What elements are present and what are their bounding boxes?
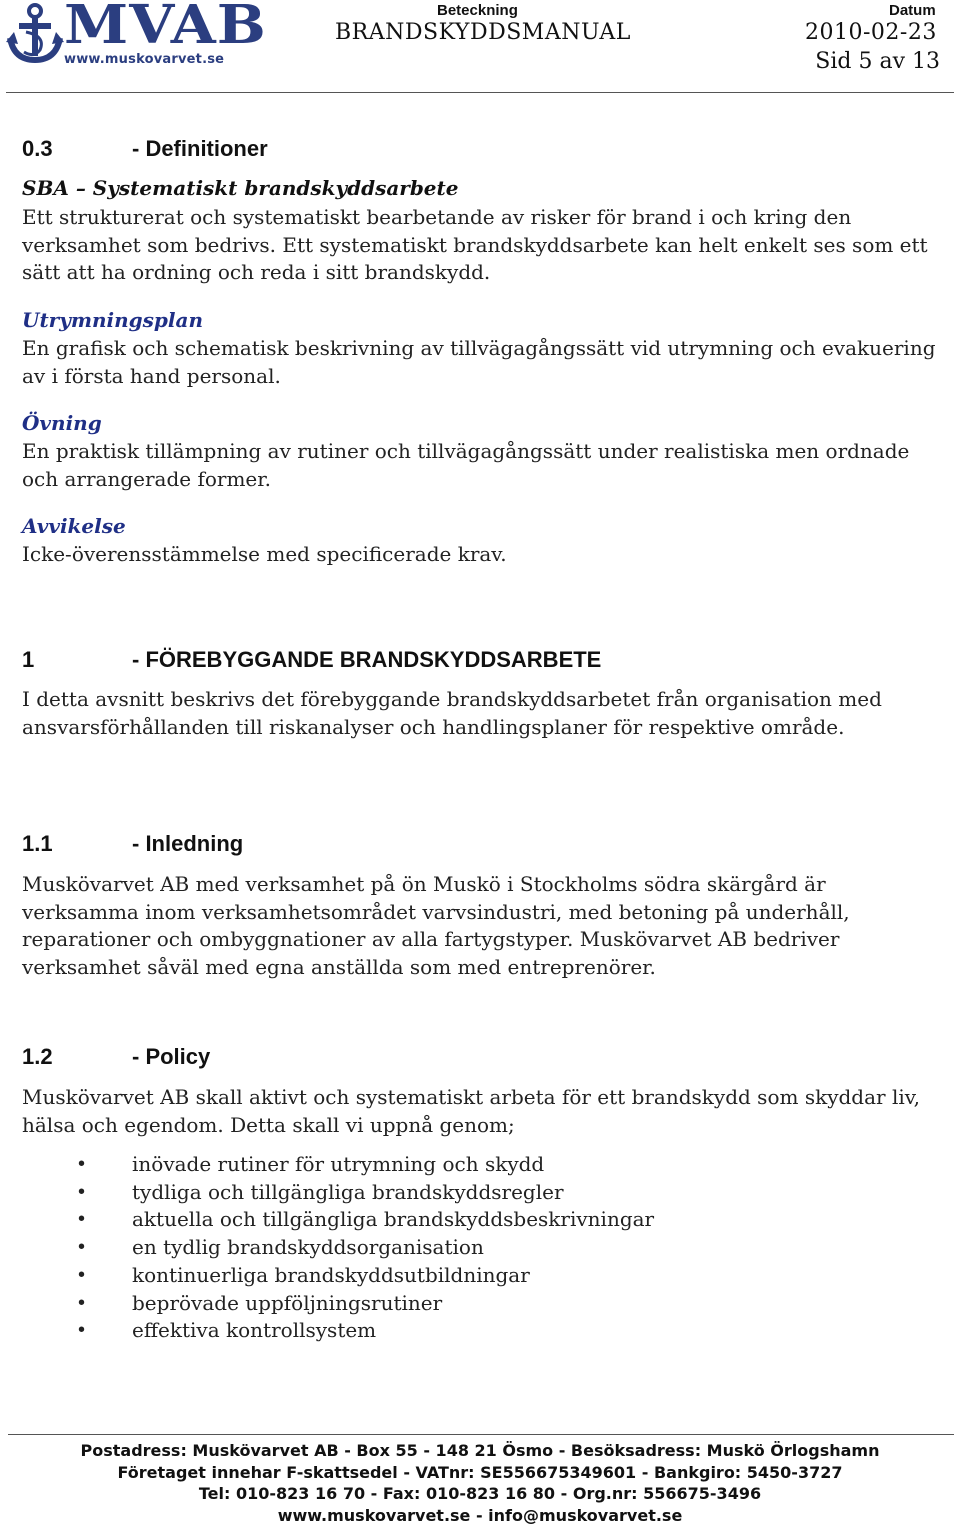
bullet-icon: •: [78, 1263, 86, 1286]
bullet-icon: •: [78, 1180, 86, 1203]
page-footer: [0, 1440, 960, 1526]
footer-tax-info: Företaget innehar F-skattsedel - VATnr: SE556675349601 - Bankgiro: 5450-3727: [117, 1462, 843, 1482]
section-text-policy: Muskövarvet AB skall aktivt och systematiskt arbeta för ett brandskydd som skyddar liv, hälsa och egendom. Detta skall vi uppnå genom;: [22, 1085, 921, 1137]
list-item: • en tydlig brandskyddsorganisation: [22, 1234, 922, 1262]
section-heading-definitioner: [22, 136, 268, 162]
section-number: 0.3: [22, 136, 53, 161]
section-title: - Policy: [132, 1044, 211, 1069]
term-sba: SBA – Systematiskt brandskyddsarbete: [22, 176, 459, 200]
section-text-inledning: Muskövarvet AB med verksamhet på ön Muskö i Stockholms södra skärgård är verksamma inom verksamhetsområdet varvsindustri, med betoning på underhåll, reparationer och ombyggnationer av alla fartygstyper. Muskövarvet AB bedriver verksamhet såväl med egna anställda som med entreprenörer.: [22, 872, 850, 979]
page-header: [0, 0, 960, 96]
list-item: • tydliga och tillgängliga brandskyddsregler: [22, 1179, 922, 1207]
section-heading-policy: [22, 1044, 210, 1070]
section-number: 1.2: [22, 1044, 53, 1069]
page-number: Sid 5 av 13: [815, 49, 940, 74]
logo-url: www.muskovarvet.se: [64, 52, 225, 67]
datum-label: Datum: [889, 2, 936, 19]
beteckning-label: Beteckning: [437, 2, 518, 19]
definition-sba: Ett strukturerat och systematiskt bearbetande av risker för brand i och kring den verksamhet som bedrivs. Ett systematiskt brandskyddsarbete kan helt enkelt ses som ett sätt att ha ordning och reda i sitt brandskydd.: [22, 205, 928, 284]
list-item: • aktuella och tillgängliga brandskyddsbeskrivningar: [22, 1206, 922, 1234]
footer-web-email: www.muskovarvet.se - info@muskovarvet.se: [277, 1505, 683, 1525]
section-title: - FÖREBYGGANDE BRANDSKYDDSARBETE: [132, 647, 602, 672]
section-number: 1.1: [22, 831, 53, 856]
section-heading-inledning: [22, 831, 243, 857]
list-item: • beprövade uppföljningsrutiner: [22, 1290, 922, 1318]
anchor-icon: [6, 2, 64, 64]
section-title: - Definitioner: [132, 136, 268, 161]
footer-address: Postadress: Muskövarvet AB - Box 55 - 148 21 Ösmo - Besöksadress: Muskö Örlogshamn: [80, 1441, 880, 1460]
term-utrymningsplan: Utrymningsplan: [22, 308, 204, 332]
bullet-icon: •: [78, 1153, 86, 1175]
policy-bullet-list: [22, 1151, 922, 1345]
company-logo: [6, 2, 274, 66]
bullet-icon: •: [78, 1236, 86, 1259]
logo-wordmark: MVAB: [64, 0, 267, 56]
definition-utrymningsplan: En grafisk och schematisk beskrivning av tillvägagångssätt vid utrymning och evakuering av i första hand personal.: [22, 336, 936, 388]
term-ovning: Övning: [22, 411, 102, 435]
bullet-icon: •: [78, 1319, 86, 1342]
bullet-icon: •: [78, 1208, 86, 1231]
list-item: • kontinuerliga brandskyddsutbildningar: [22, 1262, 922, 1290]
header-divider: [6, 92, 954, 93]
section-title: - Inledning: [132, 831, 244, 856]
list-item: • effektiva kontrollsystem: [22, 1317, 922, 1345]
section-text-forebyggande: I detta avsnitt beskrivs det förebyggande brandskyddsarbetet från organisation med ansvarsförhållanden till riskanalyser och handlingsplaner för respektive område.: [22, 687, 882, 739]
section-heading-forebyggande: [22, 647, 601, 673]
datum-value: 2010-02-23: [805, 20, 937, 45]
footer-divider: [8, 1434, 954, 1435]
definition-avvikelse: Icke-överensstämmelse med specificerade krav.: [22, 542, 507, 566]
list-item: • inövade rutiner för utrymning och skydd: [22, 1151, 922, 1179]
bullet-icon: •: [78, 1291, 86, 1314]
beteckning-value: BRANDSKYDDSMANUAL: [335, 20, 631, 45]
footer-contact: Tel: 010-823 16 70 - Fax: 010-823 16 80 - Org.nr: 556675-3496: [198, 1484, 762, 1503]
term-avvikelse: Avvikelse: [22, 514, 126, 538]
section-number: 1: [22, 647, 35, 672]
definition-ovning: En praktisk tillämpning av rutiner och tillvägagångssätt under realistiska men ordnade och arrangerade former.: [22, 439, 910, 491]
